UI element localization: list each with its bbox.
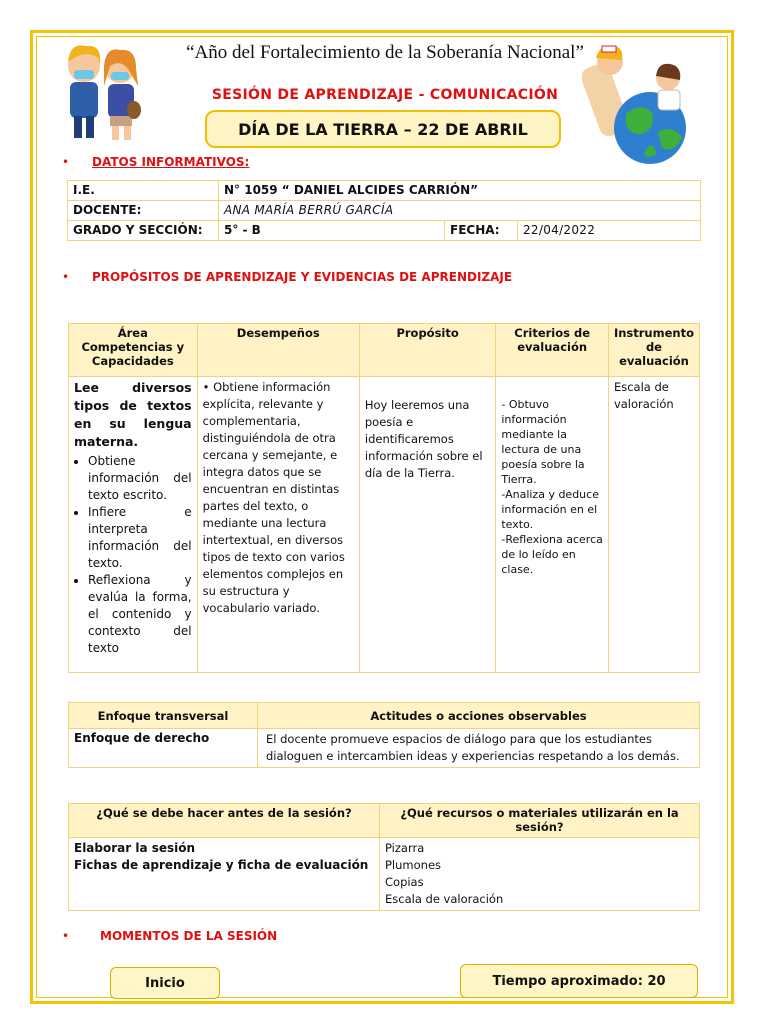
list-item: • Infiere e interpreta información del texto.: [88, 504, 192, 572]
topic-title: DÍA DE LA TIERRA – 22 DE ABRIL: [238, 119, 528, 139]
antes-item: Elaborar la sesión: [74, 841, 196, 855]
preparacion-table: [68, 803, 700, 911]
year-motto: “Año del Fortalecimiento de la Soberanía Nacional”: [186, 42, 584, 63]
bullet-dot: •: [62, 155, 70, 169]
col-enfoque: Enfoque transversal: [69, 703, 258, 729]
proposito-text: Hoy leeremos una poesía e identificaremos información sobre el día de la Tierra.: [359, 377, 495, 673]
fecha-label: FECHA:: [445, 221, 518, 241]
propositos-table: [68, 323, 700, 673]
docente-label: DOCENTE:: [68, 201, 219, 221]
instrumento-text: Escala de valoración: [608, 377, 699, 673]
datos-table: [67, 180, 701, 241]
enfoque-table: [68, 702, 700, 768]
antes-cell: [69, 838, 380, 911]
enfoque-actitud: El docente promueve espacios de diálogo para que los estudiantes dialoguen e intercambien ideas y experiencias respetando a los demás.: [258, 729, 700, 768]
col-actitudes: Actitudes o acciones observables: [258, 703, 700, 729]
recurso-item: Plumones: [385, 858, 442, 872]
inicio-label-box: [110, 967, 220, 999]
bullet-dot: •: [62, 270, 70, 284]
criterio-item: -Analiza y deduce información en el texto.: [501, 488, 599, 531]
students-illustration: [58, 36, 148, 146]
ie-label: I.E.: [68, 181, 219, 201]
col-criterios: Criterios de evaluación: [496, 324, 609, 377]
tiempo-box: [460, 964, 698, 998]
recurso-item: Pizarra: [385, 841, 425, 855]
col-recursos: ¿Qué recursos o materiales utilizarán en la sesión?: [380, 804, 700, 838]
recurso-item: Escala de valoración: [385, 892, 504, 906]
momentos-heading: MOMENTOS DE LA SESIÓN: [100, 929, 278, 943]
docente-value: ANA MARÍA BERRÚ GARCÍA: [219, 201, 701, 221]
grado-label: GRADO Y SECCIÓN:: [68, 221, 219, 241]
session-title: SESIÓN DE APRENDIZAJE - COMUNICACIÓN: [211, 87, 559, 103]
list-item: • Reflexiona y evalúa la forma, el contenido y contexto del texto: [88, 572, 192, 657]
enfoque-name: Enfoque de derecho: [69, 729, 258, 768]
criterio-item: - Obtuvo información mediante la lectura de una poesía sobre la Tierra.: [501, 398, 585, 486]
desempeno-text: • Obtiene información explícita, relevante y complementaria, distinguiéndola de otra cercana y semejante, e integra datos que se encuentran en distintas partes del texto, o mediante una lectura intertextual, en diversos tipos de texto con varios elementos complejos en su estructura y vocabulario variado.: [197, 377, 359, 673]
ie-value: N° 1059 “ DANIEL ALCIDES CARRIÓN”: [219, 181, 701, 201]
col-desempenos: Desempeños: [197, 324, 359, 377]
criterio-item: -Reflexiona acerca de lo leído en clase.: [501, 533, 603, 576]
datos-heading: DATOS INFORMATIVOS:: [92, 155, 250, 169]
criterios-cell: [496, 377, 609, 673]
competencias-cell: [69, 377, 198, 673]
recurso-item: Copias: [385, 875, 424, 889]
col-area: Área Competencias y Capacidades: [69, 324, 198, 377]
col-antes: ¿Qué se debe hacer antes de la sesión?: [69, 804, 380, 838]
grado-value: 5° - B: [219, 221, 445, 241]
topic-banner: [205, 110, 561, 148]
fecha-value: 22/04/2022: [518, 221, 701, 241]
antes-item: Fichas de aprendizaje y ficha de evaluación: [74, 858, 369, 872]
bullet-dot: •: [62, 929, 70, 943]
col-proposito: Propósito: [359, 324, 495, 377]
inicio-label: Inicio: [145, 975, 185, 991]
list-item: • Obtiene información del texto escrito.: [88, 453, 192, 504]
recursos-cell: [380, 838, 700, 911]
propositos-heading: PROPÓSITOS DE APRENDIZAJE Y EVIDENCIAS DE APRENDIZAJE: [92, 270, 513, 284]
capacidades-list: [74, 453, 192, 657]
competencia-text: Lee diversos tipos de textos en su lengua materna.: [74, 380, 192, 449]
tiempo-label: Tiempo aproximado: 20: [492, 973, 666, 989]
col-instrumento: Instrumento de evaluación: [608, 324, 699, 377]
